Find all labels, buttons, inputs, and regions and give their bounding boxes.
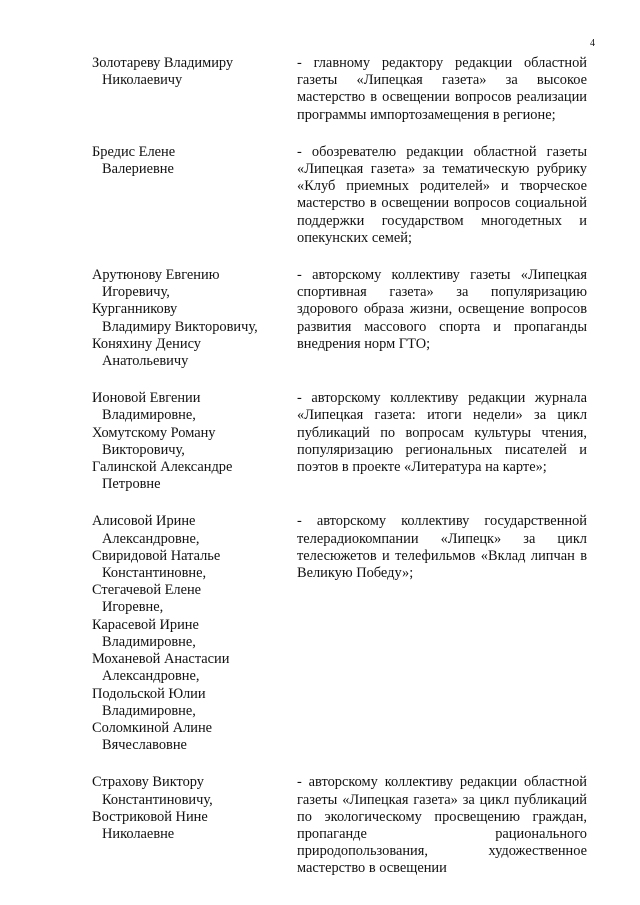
recipient-name-line: Галинской Александре — [92, 459, 233, 476]
recipient-name-line: Подольской Юлии — [92, 685, 206, 702]
recipient-name-line: Ионовой Евгении — [92, 390, 201, 407]
recipient-names — [92, 513, 297, 754]
recipient-name-line: Вячеславовне — [102, 737, 187, 754]
recipient-names — [92, 267, 297, 370]
award-entry — [92, 390, 592, 493]
recipient-name-line: Хомутскому Роману — [92, 424, 216, 441]
recipient-name-line: Соломкиной Алине — [92, 719, 213, 736]
recipient-name-line: Николаевне — [102, 825, 175, 842]
recipient-name-line: Страхову Виктору — [92, 774, 204, 791]
award-entry — [92, 513, 592, 754]
recipient-name-line: Моханевой Анастасии — [92, 651, 230, 668]
recipient-name-line: Владимировне, — [102, 407, 196, 424]
recipient-name-line: Викторовичу, — [102, 441, 185, 458]
recipient-name-line: Востриковой Нине — [92, 808, 208, 825]
recipient-name-line: Арутюнову Евгению — [92, 267, 220, 284]
recipient-name-line: Анатольевичу — [102, 353, 189, 370]
recipient-name-line: Константиновичу, — [102, 791, 213, 808]
award-list — [92, 55, 592, 878]
award-entry — [92, 55, 592, 124]
recipient-name-line: Владимиру Викторовичу, — [102, 318, 258, 335]
recipient-name-line: Стегачевой Елене — [92, 582, 202, 599]
recipient-name-line: Александровне, — [102, 530, 200, 547]
recipient-name-line: Валериевне — [102, 161, 174, 178]
award-entry — [92, 774, 592, 877]
recipient-names — [92, 390, 297, 493]
recipient-name-line: Константиновне, — [102, 565, 207, 582]
recipient-name-line: Петровне — [102, 476, 161, 493]
recipient-names — [92, 55, 297, 124]
award-description: - главному редактору редакции областной газеты «Липецкая газета» за высокое мастерство в освещении вопросов реализации программы импортозамещения в регионе; — [297, 55, 587, 123]
recipient-name-line: Владимировне, — [102, 633, 196, 650]
award-description: - авторскому коллективу газеты «Липецкая спортивная газета» за популяризацию здорового образа жизни, освещение вопросов развития массового спорта и пропаганды внедрения норм ГТО; — [297, 267, 587, 352]
award-description: - авторскому коллективу редакции журнала «Липецкая газета: итоги недели» за цикл публикаций по вопросам культуры чтения, популяризацию региональных писателей и поэтов в проекте «Литература на карте»; — [297, 390, 587, 476]
award-entry — [92, 267, 592, 370]
recipient-name-line: Игоревичу, — [102, 284, 170, 301]
recipient-name-line: Алисовой Ирине — [92, 513, 196, 530]
recipient-name-line: Николаевичу — [102, 72, 183, 89]
recipient-names — [92, 144, 297, 247]
recipient-name-line: Карасевой Ирине — [92, 616, 199, 633]
recipient-name-line: Александровне, — [102, 668, 200, 685]
recipient-name-line: Свиридовой Наталье — [92, 547, 221, 564]
award-description: - авторскому коллективу государственной телерадиокомпании «Липецк» за цикл телесюжетов и телефильмов «Вклад липчан в Великую Победу»; — [297, 513, 587, 582]
award-entry — [92, 144, 592, 247]
recipient-name-line: Золотареву Владимиру — [92, 55, 234, 71]
recipient-name-line: Бредис Елене — [92, 143, 176, 160]
award-description: - обозревателю редакции областной газеты «Липецкая газета» за тематическую рубрику «Клуб приемных родителей» и творческое мастерство в освещении вопросов социальной поддержки государством многодетных и опекунских семей; — [297, 143, 587, 246]
page-number: 4 — [590, 38, 595, 49]
recipient-name-line: Владимировне, — [102, 702, 196, 719]
award-description: - авторскому коллективу редакции областной газеты «Липецкая газета» за цикл публикаций по экологическому просвещению граждан, пропаганде рационального природопользования, художественное мастерство в освещении — [297, 774, 587, 877]
recipient-names — [92, 774, 297, 877]
recipient-name-line: Игоревне, — [102, 599, 164, 616]
recipient-name-line: Коняхину Денису — [92, 335, 201, 352]
recipient-name-line: Курганникову — [92, 301, 178, 318]
